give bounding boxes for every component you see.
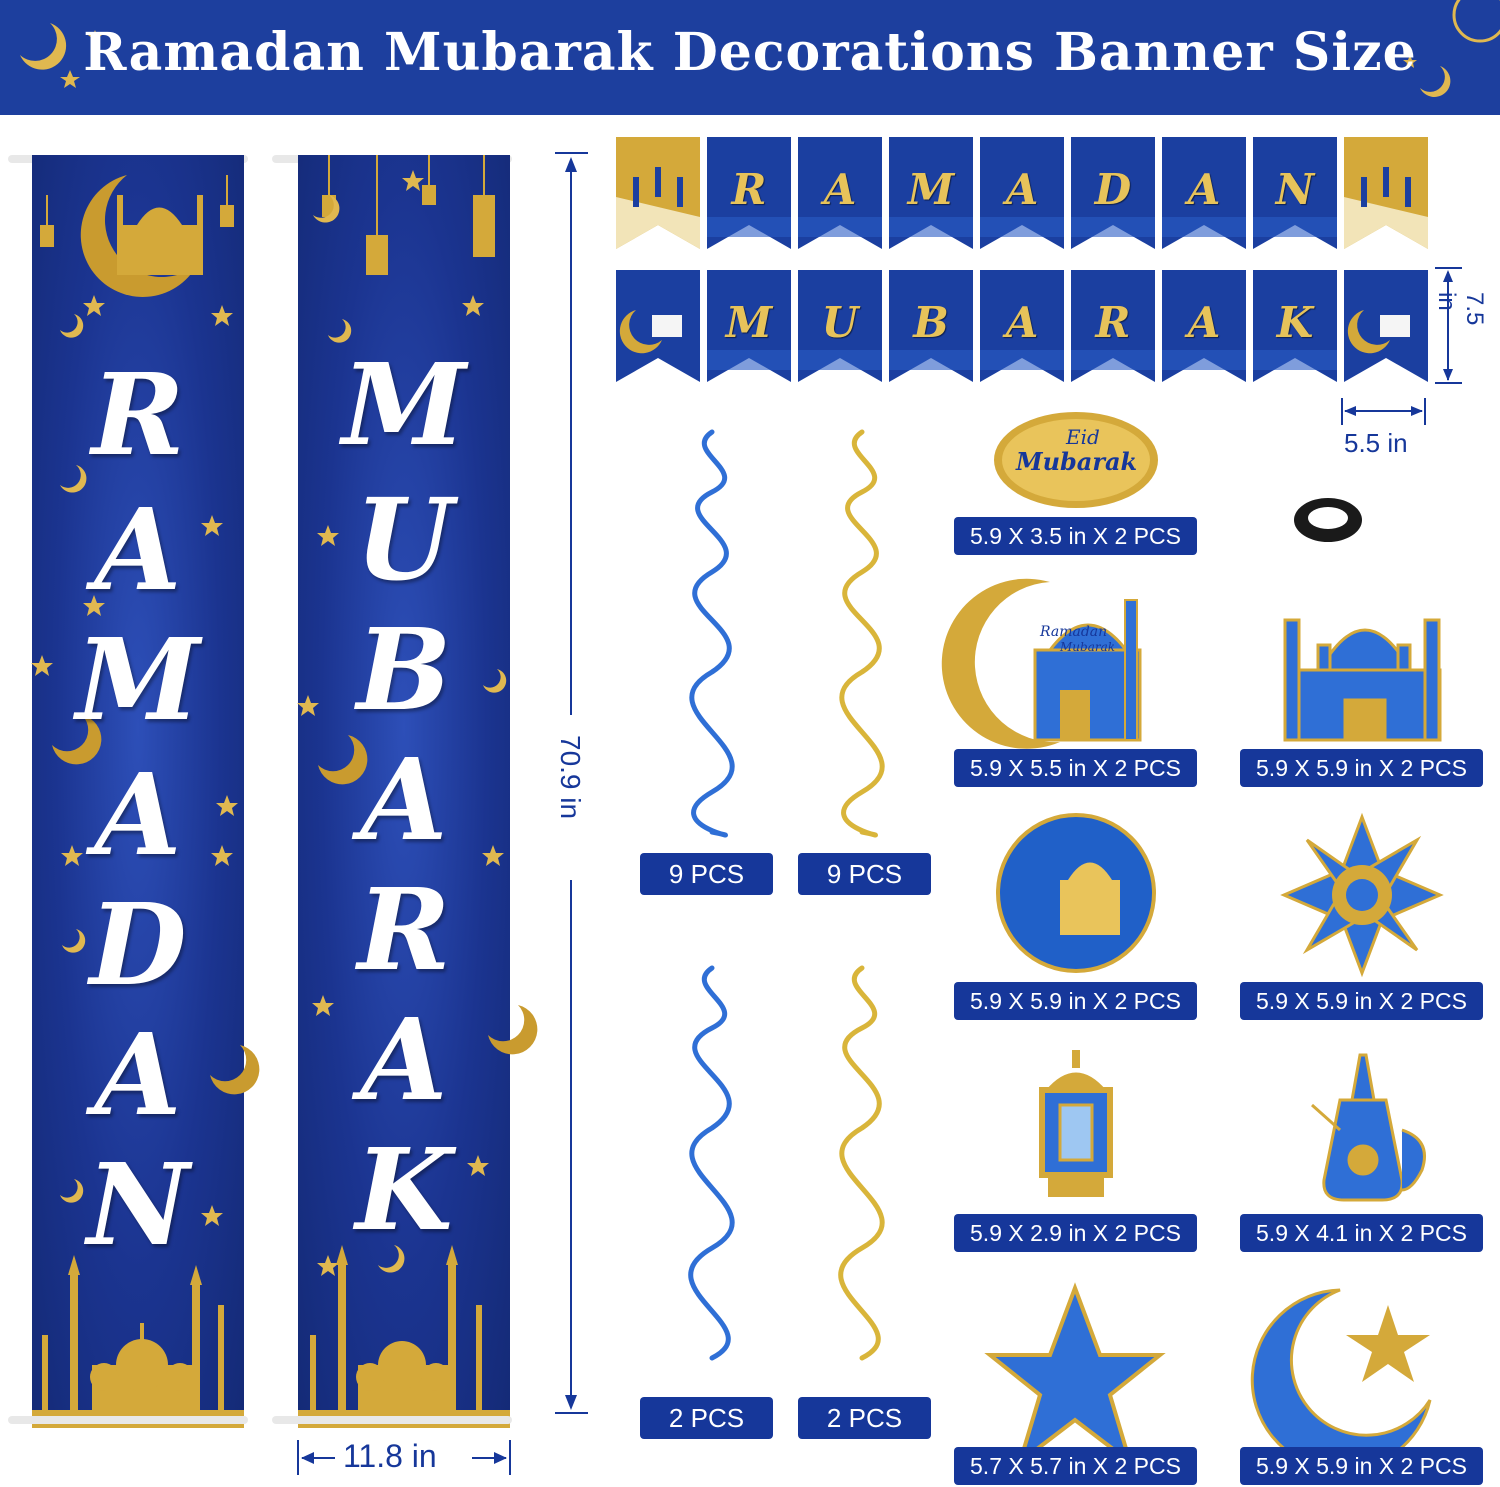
- porch-letter: A: [94, 750, 182, 881]
- size-label: 5.9 X 3.5 in X 2 PCS: [954, 517, 1197, 555]
- pennant-letter: R: [731, 165, 767, 214]
- size-label: 5.9 X 2.9 in X 2 PCS: [954, 1214, 1197, 1252]
- pennant-letter: M: [907, 165, 955, 214]
- porch-letter: U: [355, 475, 453, 606]
- porch-letter: B: [356, 605, 452, 736]
- swirl-count-label: 9 PCS: [640, 853, 773, 895]
- porch-letter: M: [342, 340, 466, 471]
- pennant-letter: K: [1276, 298, 1314, 347]
- pennant-letter: A: [1187, 298, 1221, 347]
- swirl-count-label: 2 PCS: [640, 1397, 773, 1439]
- pennant-letter: A: [823, 165, 857, 214]
- porch-letter: M: [76, 615, 200, 746]
- eid-oval-text: Eid: [1066, 425, 1100, 449]
- size-label: 5.9 X 5.5 in X 2 PCS: [954, 749, 1197, 787]
- pennant-letter: B: [913, 298, 949, 347]
- page-title: Ramadan Mubarak Decorations Banner Size: [83, 22, 1417, 83]
- pennant-letter: A: [1187, 165, 1221, 214]
- porch-letter: K: [355, 1125, 453, 1256]
- size-label: 5.9 X 4.1 in X 2 PCS: [1240, 1214, 1483, 1252]
- porch-letter: A: [94, 485, 182, 616]
- porch-letter: R: [357, 865, 451, 996]
- pennant-letter: U: [821, 298, 859, 347]
- porch-letter: A: [360, 995, 448, 1126]
- pennant-letter: M: [725, 298, 773, 347]
- pennant-letter: R: [1095, 298, 1131, 347]
- pennant-width-label: 5.5 in: [1344, 428, 1408, 458]
- porch-letter: A: [94, 1010, 182, 1141]
- porch-letter: N: [86, 1140, 190, 1271]
- eid-oval-text: Mubarak: [1016, 447, 1138, 476]
- porch-width-label: 11.8 in: [343, 1438, 437, 1474]
- mosque-sign-text: Mubarak: [1060, 640, 1116, 654]
- size-label: 5.9 X 5.9 in X 2 PCS: [1240, 749, 1483, 787]
- size-label: 5.9 X 5.9 in X 2 PCS: [954, 982, 1197, 1020]
- swirl-count-label: 9 PCS: [798, 853, 931, 895]
- size-label: 5.9 X 5.9 in X 2 PCS: [1240, 1447, 1483, 1485]
- size-label: 5.7 X 5.7 in X 2 PCS: [954, 1447, 1197, 1485]
- pennant-letter: A: [1005, 165, 1039, 214]
- porch-letter: A: [360, 735, 448, 866]
- pennant-letter: N: [1275, 165, 1315, 214]
- porch-height-label: 70.9 in: [555, 735, 586, 820]
- size-label: 5.9 X 5.9 in X 2 PCS: [1240, 982, 1483, 1020]
- pennant-letter: D: [1094, 165, 1132, 214]
- porch-letter: R: [91, 350, 185, 481]
- swirl-count-label: 2 PCS: [798, 1397, 931, 1439]
- pennant-height-label: 7.5 in: [1433, 292, 1488, 326]
- pennant-letter: A: [1005, 298, 1039, 347]
- porch-letter: D: [89, 880, 187, 1011]
- mosque-sign-text: Ramadan: [1040, 624, 1108, 640]
